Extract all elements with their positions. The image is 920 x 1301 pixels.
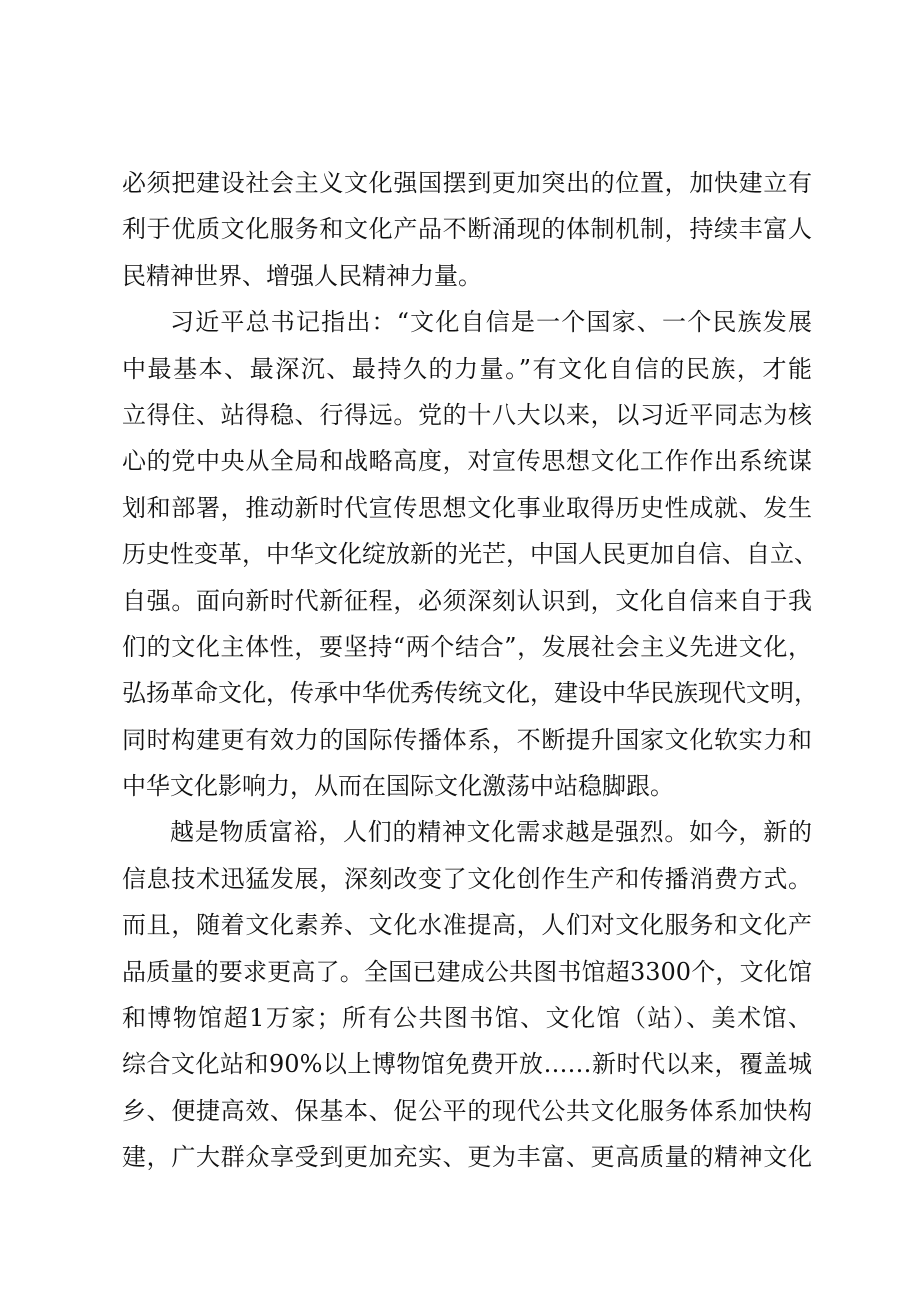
text-line: 立得住、站得稳、行得远。党的十八大以来，以习近平同志为核	[122, 400, 812, 429]
text-line: 必须把建设社会主义文化强国摆到更加突出的位置，加快建立有	[122, 169, 812, 197]
text-line: 历史性变革，中华文化绽放新的光芒，中国人民更加自信、自立、	[122, 540, 818, 569]
text-line: 品质量的要求更高了。全国已建成公共图书馆超3300个，文化馆	[122, 957, 812, 986]
text-line: 综合文化站和90%以上博物馆免费开放……新时代以来，覆盖城	[122, 1050, 812, 1079]
text-line: 中华文化影响力，从而在国际文化激荡中站稳脚跟。	[122, 772, 674, 801]
text-line: 弘扬革命文化，传承中华优秀传统文化，建设中华民族现代文明，	[122, 679, 818, 708]
text-line: 心的党中央从全局和战略高度，对宣传思想文化工作作出系统谋	[122, 447, 812, 476]
text-line: 乡、便捷高效、保基本、促公平的现代公共文化服务体系加快构	[122, 1096, 812, 1125]
text-line: 利于优质文化服务和文化产品不断涌现的体制机制，持续丰富人	[122, 215, 812, 244]
paragraph	[122, 160, 812, 299]
text-line: 越是物质富裕，人们的精神文化需求越是强烈。如今，新的	[170, 818, 812, 847]
paragraph	[122, 809, 812, 1180]
paragraph	[122, 299, 818, 809]
text-line: 划和部署，推动新时代宣传思想文化事业取得历史性成就、发生	[122, 493, 812, 522]
document-body	[122, 160, 818, 1181]
text-line: 习近平总书记指出：“文化自信是一个国家、一个民族发展	[170, 308, 812, 337]
text-line: 信息技术迅猛发展，深刻改变了文化创作生产和传播消费方式。	[122, 864, 812, 893]
text-line: 民精神世界、增强人民精神力量。	[122, 261, 482, 290]
text-line: 而且，随着文化素养、文化水准提高，人们对文化服务和文化产	[122, 911, 812, 940]
text-line: 建，广大群众享受到更加充实、更为丰富、更高质量的精神文化	[122, 1143, 812, 1172]
text-line: 同时构建更有效力的国际传播体系，不断提升国家文化软实力和	[122, 725, 812, 754]
text-line: 们的文化主体性，要坚持“两个结合”，发展社会主义先进文化，	[122, 632, 812, 661]
text-line: 和博物馆超1万家；所有公共图书馆、文化馆（站）、美术馆、	[122, 1004, 812, 1033]
text-line: 中最基本、最深沉、最持久的力量。”有文化自信的民族，才能	[122, 354, 812, 383]
text-line: 自强。面向新时代新征程，必须深刻认识到，文化自信来自于我	[122, 586, 812, 615]
